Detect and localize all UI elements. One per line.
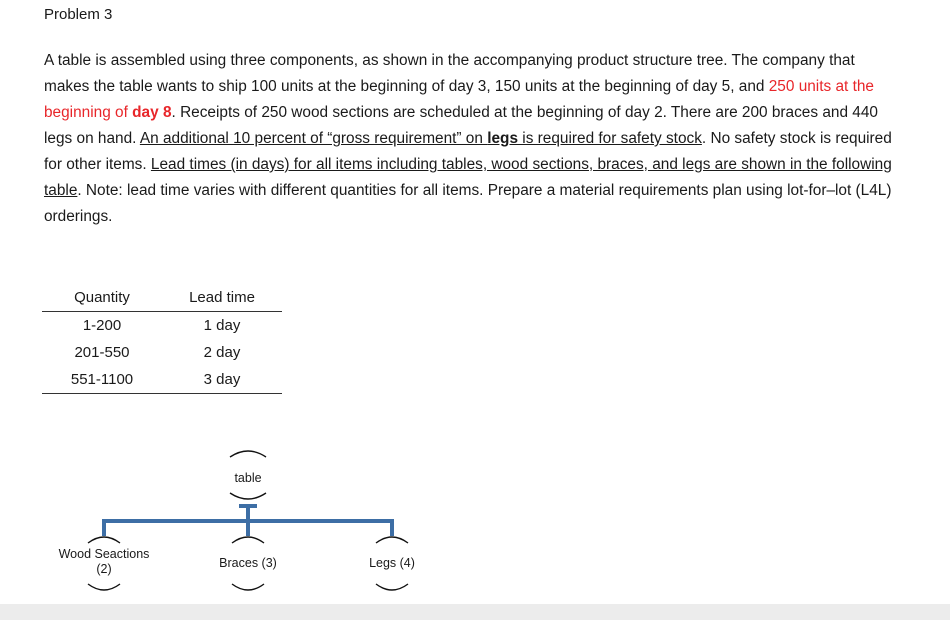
paragraph-run: legs (487, 130, 518, 147)
paragraph-run: 250 units at the beginning of (44, 78, 874, 121)
braces-node-bottom-arc (232, 584, 264, 590)
wood-node-bottom-arc (88, 584, 120, 590)
table-node-bottom-arc (230, 493, 266, 499)
braces-node-top-arc (232, 537, 264, 543)
quantity-cell: 1-200 (82, 317, 122, 334)
wood-sections-node-label (40, 547, 168, 577)
paragraph-run: . Receipts of 250 wood sections are scheduled at the beginning of day 2. There are 200 braces and 440 legs on hand. (44, 104, 878, 147)
legs-node-bottom-arc (376, 584, 408, 590)
braces-node-label: Braces (3) (219, 556, 277, 570)
wood-sections-qty: (2) (96, 562, 112, 576)
paragraph-run: Lead times (in days) for all items including tables, wood sections, braces, and legs are shown in the following table (44, 156, 892, 199)
table-node-top-arc (230, 451, 266, 457)
bottom-bar (0, 604, 950, 620)
legs-node-top-arc (376, 537, 408, 543)
problem-heading: Problem 3 (44, 6, 113, 23)
lead-time-cell: 1 day (203, 317, 241, 334)
paragraph-run: is required for safety stock (518, 130, 702, 147)
header-lead-time: Lead time (189, 289, 255, 306)
header-quantity: Quantity (74, 289, 130, 306)
lead-time-cell: 3 day (203, 371, 241, 388)
paragraph-run: day 8 (132, 104, 172, 121)
wood-node-top-arc (88, 537, 120, 543)
paragraph-run: . Note: lead time varies with different quantities for all items. Prepare a material requirements plan using lot-for–lot (L4L) orderings. (44, 182, 892, 225)
lead-time-cell: 2 day (203, 344, 241, 361)
paragraph-run: An additional 10 percent of “gross requirement” on (139, 130, 488, 147)
quantity-cell: 551-1100 (70, 371, 134, 388)
quantity-cell: 201-550 (74, 344, 130, 361)
paragraph-run: . No safety stock is required for other items. (44, 130, 892, 173)
paragraph-run: A table is assembled using three components, as shown in the accompanying product structure tree. The company that makes the table wants to ship 100 units at the beginning of day 3, 150 units at the beginning of day 5, and (44, 52, 855, 95)
table-node-label: table (234, 471, 262, 485)
wood-sections-name: Wood Seactions (58, 547, 150, 561)
legs-node-label: Legs (4) (369, 556, 415, 570)
